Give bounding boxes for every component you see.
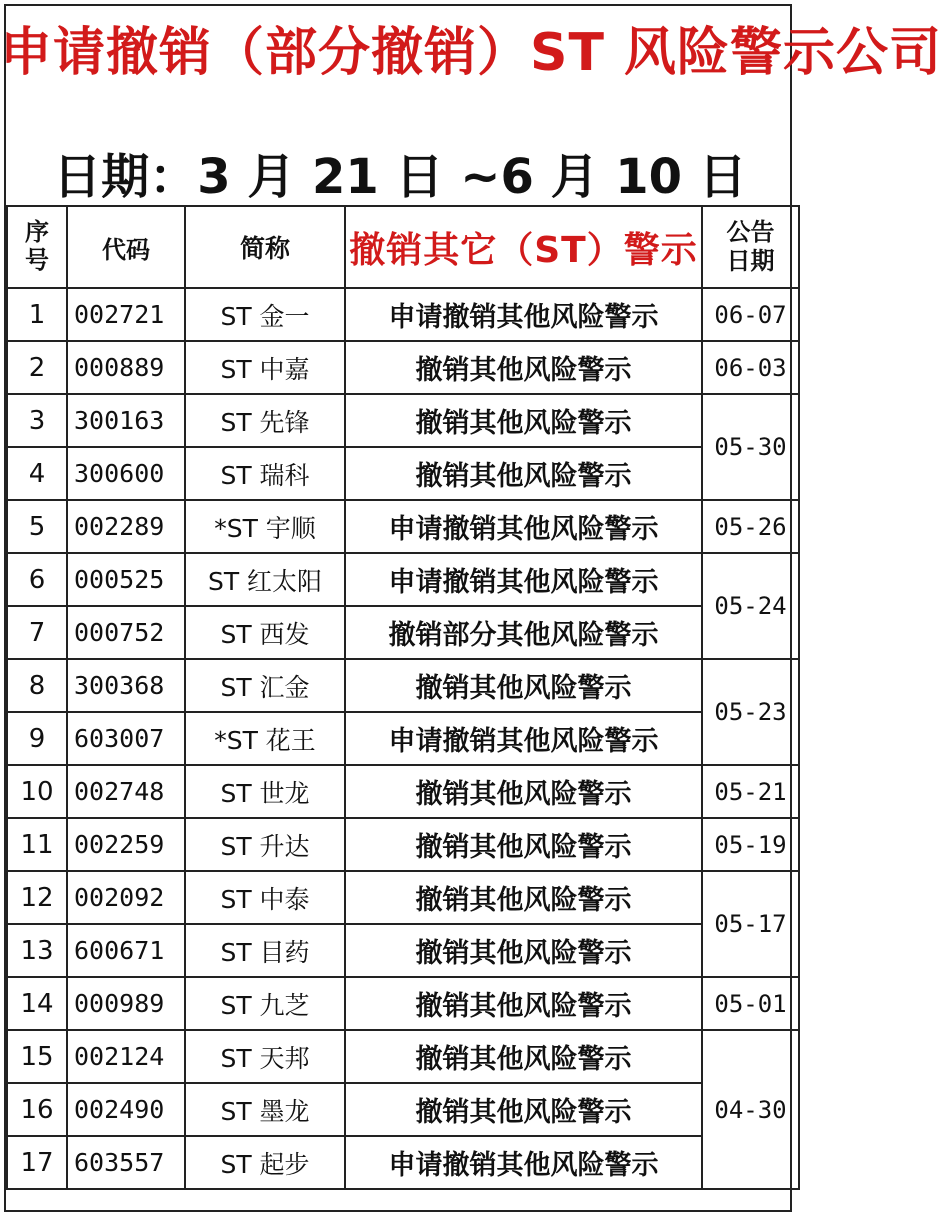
stock-name: ST 起步 xyxy=(185,1136,345,1189)
action-text: 撤销其他风险警示 xyxy=(345,765,702,818)
header-name: 简称 xyxy=(185,206,345,288)
row-index: 3 xyxy=(7,394,67,447)
row-index: 15 xyxy=(7,1030,67,1083)
table-row xyxy=(7,977,799,1030)
action-text: 申请撤销其他风险警示 xyxy=(345,1136,702,1189)
stock-name: ST 中泰 xyxy=(185,871,345,924)
table-row xyxy=(7,712,799,765)
stock-name: ST 瑞科 xyxy=(185,447,345,500)
row-index: 4 xyxy=(7,447,67,500)
announce-date: 05-17 xyxy=(702,871,799,977)
action-text: 撤销其他风险警示 xyxy=(345,1083,702,1136)
stock-code: 002721 xyxy=(67,288,185,341)
stock-code: 002748 xyxy=(67,765,185,818)
stock-name: ST 西发 xyxy=(185,606,345,659)
action-text: 撤销其他风险警示 xyxy=(345,447,702,500)
row-index: 2 xyxy=(7,341,67,394)
stock-code: 002289 xyxy=(67,500,185,553)
header-index: 序号 xyxy=(7,206,67,288)
table-row xyxy=(7,765,799,818)
stock-name: ST 九芝 xyxy=(185,977,345,1030)
stock-code: 603007 xyxy=(67,712,185,765)
stock-name: *ST 花王 xyxy=(185,712,345,765)
row-index: 1 xyxy=(7,288,67,341)
st-revocation-table xyxy=(6,205,800,1190)
announce-date: 05-26 xyxy=(702,500,799,553)
action-text: 撤销其他风险警示 xyxy=(345,818,702,871)
announce-date: 05-01 xyxy=(702,977,799,1030)
stock-code: 000525 xyxy=(67,553,185,606)
announce-date: 05-21 xyxy=(702,765,799,818)
stock-name: ST 世龙 xyxy=(185,765,345,818)
action-text: 申请撤销其他风险警示 xyxy=(345,500,702,553)
stock-code: 002259 xyxy=(67,818,185,871)
stock-code: 300368 xyxy=(67,659,185,712)
announce-date: 05-30 xyxy=(702,394,799,500)
stock-name: ST 先锋 xyxy=(185,394,345,447)
table-row xyxy=(7,341,799,394)
table-row xyxy=(7,394,799,447)
header-code: 代码 xyxy=(67,206,185,288)
row-index: 9 xyxy=(7,712,67,765)
row-index: 6 xyxy=(7,553,67,606)
action-text: 撤销其他风险警示 xyxy=(345,659,702,712)
stock-code: 000989 xyxy=(67,977,185,1030)
action-text: 撤销部分其他风险警示 xyxy=(345,606,702,659)
stock-name: ST 中嘉 xyxy=(185,341,345,394)
action-text: 撤销其他风险警示 xyxy=(345,871,702,924)
stock-code: 002490 xyxy=(67,1083,185,1136)
action-text: 撤销其他风险警示 xyxy=(345,924,702,977)
stock-code: 600671 xyxy=(67,924,185,977)
table-row xyxy=(7,871,799,924)
announce-date: 06-07 xyxy=(702,288,799,341)
stock-code: 000752 xyxy=(67,606,185,659)
stock-name: ST 天邦 xyxy=(185,1030,345,1083)
row-index: 5 xyxy=(7,500,67,553)
stock-name: ST 汇金 xyxy=(185,659,345,712)
row-index: 7 xyxy=(7,606,67,659)
action-text: 撤销其他风险警示 xyxy=(345,977,702,1030)
row-index: 16 xyxy=(7,1083,67,1136)
announce-date: 05-24 xyxy=(702,553,799,659)
table-row xyxy=(7,659,799,712)
header-announce-date: 公告日期 xyxy=(702,206,799,288)
stock-code: 300163 xyxy=(67,394,185,447)
header-action: 撤销其它（ST）警示 xyxy=(345,206,702,288)
stock-name: *ST 宇顺 xyxy=(185,500,345,553)
stock-code: 002092 xyxy=(67,871,185,924)
table-row xyxy=(7,606,799,659)
action-text: 撤销其他风险警示 xyxy=(345,341,702,394)
announce-date: 05-19 xyxy=(702,818,799,871)
table-row xyxy=(7,924,799,977)
announce-date: 04-30 xyxy=(702,1030,799,1189)
stock-code: 603557 xyxy=(67,1136,185,1189)
table-header-row xyxy=(7,206,799,288)
stock-code: 000889 xyxy=(67,341,185,394)
page-title: 申请撤销（部分撤销）ST 风险警示公司 xyxy=(0,23,942,83)
stock-name: ST 目药 xyxy=(185,924,345,977)
row-index: 10 xyxy=(7,765,67,818)
row-index: 12 xyxy=(7,871,67,924)
stock-name: ST 墨龙 xyxy=(185,1083,345,1136)
row-index: 14 xyxy=(7,977,67,1030)
row-index: 17 xyxy=(7,1136,67,1189)
announce-date: 05-23 xyxy=(702,659,799,765)
table-row xyxy=(7,1136,799,1189)
row-index: 11 xyxy=(7,818,67,871)
stock-code: 002124 xyxy=(67,1030,185,1083)
stock-name: ST 升达 xyxy=(185,818,345,871)
stock-name: ST 红太阳 xyxy=(185,553,345,606)
action-text: 撤销其他风险警示 xyxy=(345,394,702,447)
row-index: 13 xyxy=(7,924,67,977)
announce-date: 06-03 xyxy=(702,341,799,394)
stock-name: ST 金一 xyxy=(185,288,345,341)
table-row xyxy=(7,1083,799,1136)
action-text: 撤销其他风险警示 xyxy=(345,1030,702,1083)
action-text: 申请撤销其他风险警示 xyxy=(345,553,702,606)
table-row xyxy=(7,553,799,606)
row-index: 8 xyxy=(7,659,67,712)
table-row xyxy=(7,1030,799,1083)
table-body xyxy=(7,288,799,1189)
stock-code: 300600 xyxy=(67,447,185,500)
action-text: 申请撤销其他风险警示 xyxy=(345,288,702,341)
table-row xyxy=(7,818,799,871)
date-range: 日期：3 月 21 日 ~6 月 10 日 xyxy=(53,149,747,205)
table-row xyxy=(7,500,799,553)
table-row xyxy=(7,447,799,500)
action-text: 申请撤销其他风险警示 xyxy=(345,712,702,765)
table-row xyxy=(7,288,799,341)
